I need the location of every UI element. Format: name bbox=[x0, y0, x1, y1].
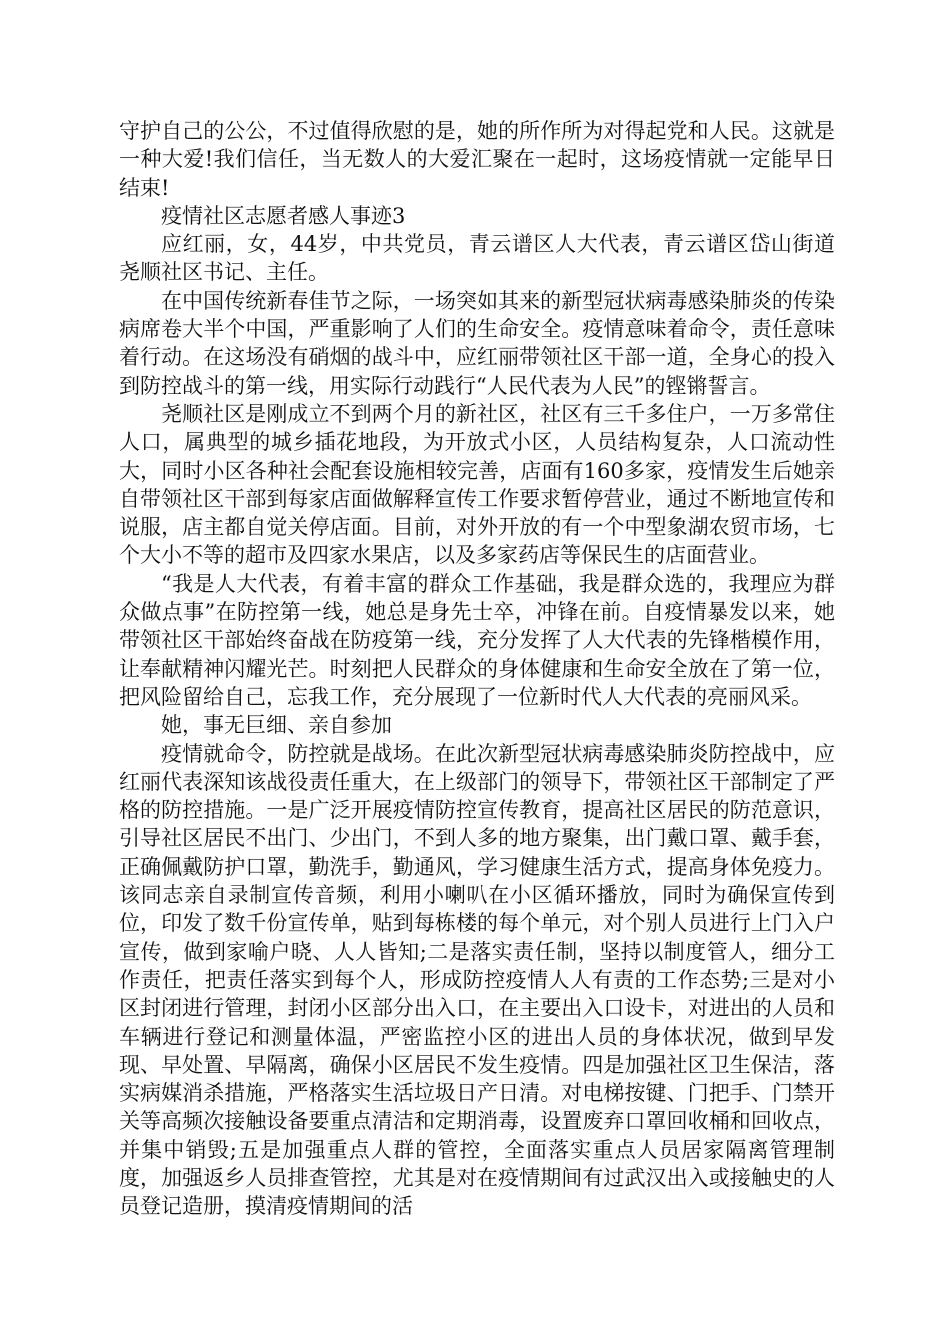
subheading: 她，事无巨细、亲自参加 bbox=[161, 713, 392, 738]
paragraph-5: 尧顺社区是刚成立不到两个月的新社区，社区有三千多住户，一万多常住人口，属典型的城乡插花地段，为开放式小区，人员结构复杂，人口流动性大，同时小区各种社会配套设施相较完善，店面有160多家，疫情发生后她亲自带领社区干部到每家店面做解释宣传工作要求暂停营业，通过不断地宣传和说服，店主都自觉关停店面。目前，对外开放的有一个中型象湖农贸市场，七个大小不等的超市及四家水果店，以及多家药店等保民生的店面营业。 bbox=[119, 401, 835, 568]
paragraph-3: 应红丽，女，44岁，中共党员，青云谱区人大代表，青云谱区岱山街道尧顺社区书记、主任。 bbox=[119, 232, 835, 285]
paragraph-4: 在中国传统新春佳节之际，一场突如其来的新型冠状病毒感染肺炎的传染病席卷大半个中国，严重影响了人们的生命安全。疫情意味着命令，责任意味着行动。在这场没有硝烟的战斗中，应红丽带领社区干部一道，全身心的投入到防控战斗的第一线，用实际行动践行“人民代表为人民”的铿锵誓言。 bbox=[119, 288, 835, 398]
paragraph-1: 守护自己的公公，不过值得欣慰的是，她的所作所为对得起党和人民。这就是一种大爱!我们信任，当无数人的大爱汇聚在一起时，这场疫情就一定能早日结束! bbox=[119, 119, 835, 200]
section-heading: 疫情社区志愿者感人事迹3 bbox=[161, 203, 406, 228]
paragraph-8: 疫情就命令，防控就是战场。在此次新型冠状病毒感染肺炎防控战中，应红丽代表深知该战役责任重大，在上级部门的领导下，带领社区干部制定了严格的防控措施。一是广泛开展疫情防控宣传教育，提高社区居民的防范意识，引导社区居民不出门、少出门，不到人多的地方聚集，出门戴口罩、戴手套，正确佩戴防护口罩，勤洗手，勤通风，学习健康生活方式，提高身体免疫力。该同志亲自录制宣传音频，利用小喇叭在小区循环播放，同时为确保宣传到位，印发了数千份宣传单，贴到每栋楼的每个单元，对个别人员进行上门入户宣传，做到家喻户晓、人人皆知;二是落实责任制，坚持以制度管人，细分工作责任，把责任落实到每个人，形成防控疫情人人有责的工作态势;三是对小区封闭进行管理，封闭小区部分出入口，在主要出入口设卡，对进出的人员和车辆进行登记和测量体温，严密监控小区的进出人员的身体状况，做到早发现、早处置、早隔离，确保小区居民不发生疫情。四是加强社区卫生保洁，落实病媒消杀措施，严格落实生活垃圾日产日清。对电梯按键、门把手、门禁开关等高频次接触设备要重点清洁和定期消毒，设置废弃口罩回收桶和回收点，并集中销毁;五是加强重点人群的管控，全面落实重点人员居家隔离管理制度，加强返乡人员排查管控，尤其是对在疫情期间有过武汉出入或接触史的人员登记造册，摸清疫情期间的活 bbox=[119, 741, 835, 1219]
document-body bbox=[119, 117, 835, 1221]
paragraph-6: “我是人大代表，有着丰富的群众工作基础，我是群众选的，我理应为群众做点事”在防控第一线，她总是身先士卒，冲锋在前。自疫情暴发以来，她带领社区干部始终奋战在防疫第一线，充分发挥了人大代表的先锋楷模作用，让奉献精神闪耀光芒。时刻把人民群众的身体健康和生命安全放在了第一位，把风险留给自己，忘我工作，充分展现了一位新时代人大代表的亮丽风采。 bbox=[119, 571, 835, 709]
